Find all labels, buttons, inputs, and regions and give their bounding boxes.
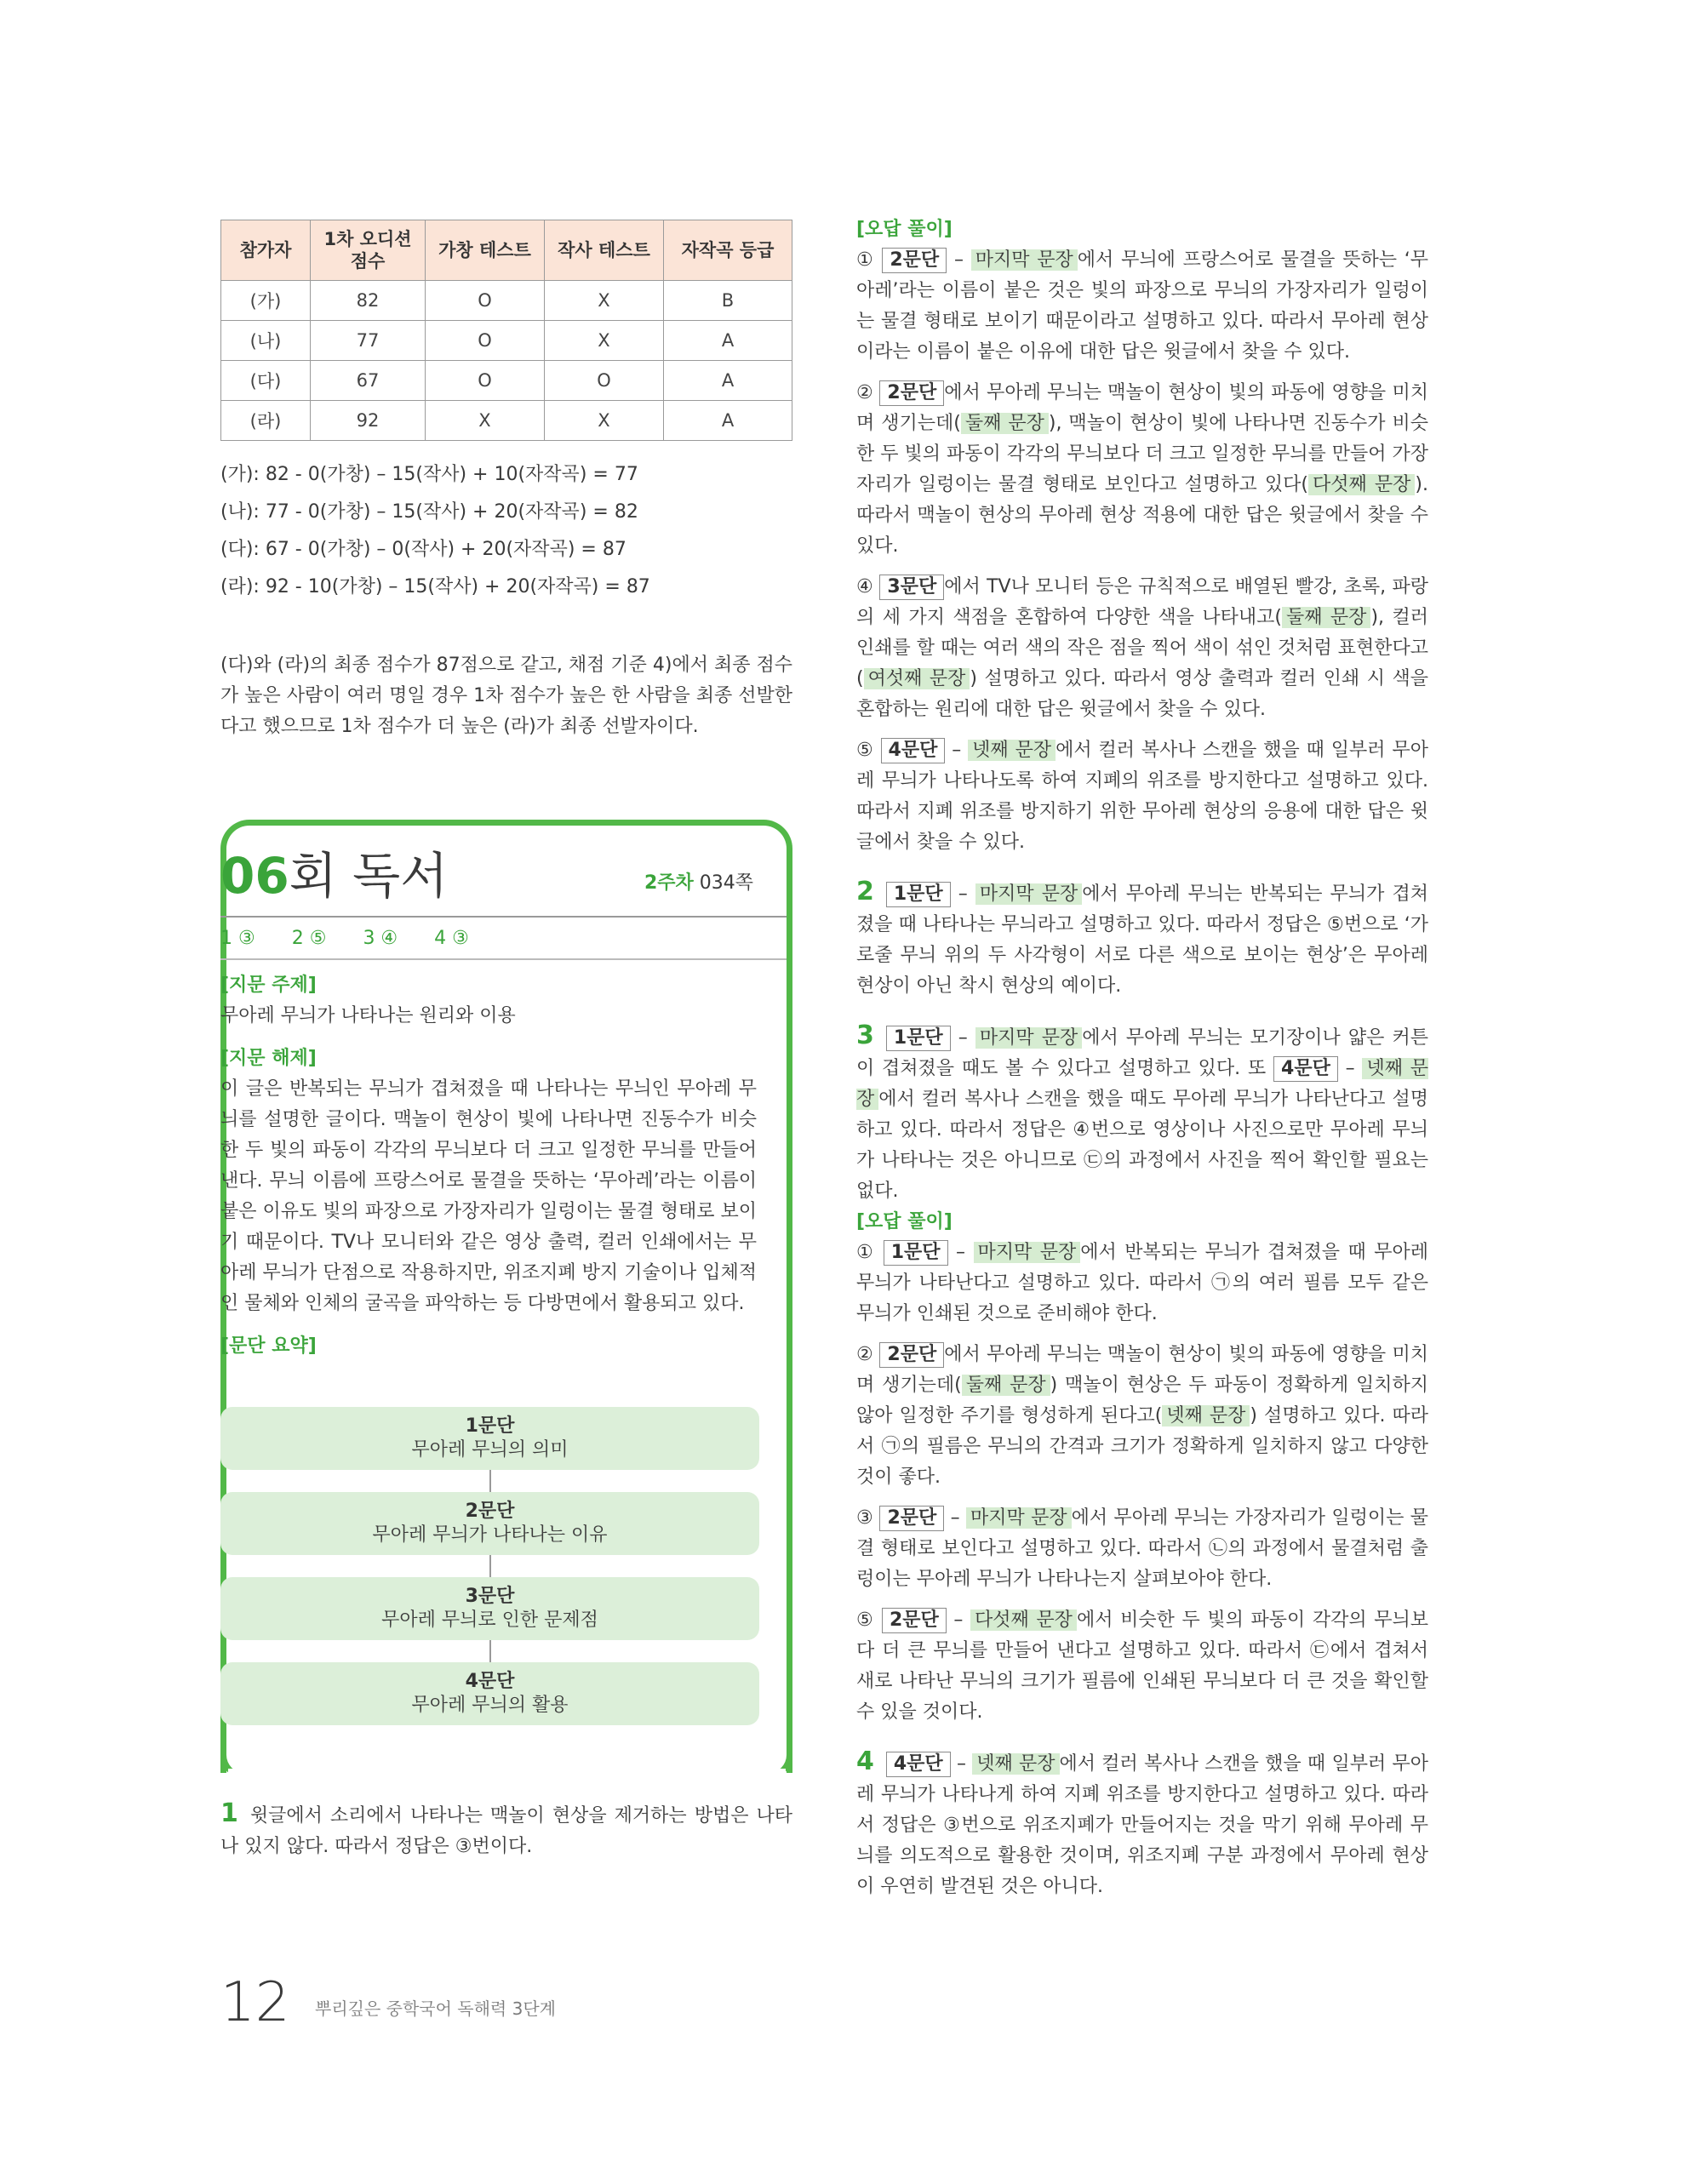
sentence-highlight: 마지막 문장 xyxy=(966,1507,1072,1529)
score-table xyxy=(220,220,792,441)
sentence-highlight: 마지막 문장 xyxy=(975,1027,1082,1049)
paragraph-tag: 4문단 xyxy=(886,1752,951,1777)
divider xyxy=(220,958,787,960)
wrong-answer-item: ⑤ 2문단 – 다섯째 문장 에서 비슷한 두 빛의 파동이 각각의 무늬보다 더 큰 무늬를 만들어 낸다고 설명하고 있다. 따라서 ㉢에서 겹쳐서 새로 나타난 무늬의 크기가 필름에 인쇄된 무늬보다 더 큰 것을 확인할 수 있을 것이다. xyxy=(856,1609,1428,1723)
table-header: 가창 테스트 xyxy=(426,220,545,281)
page-number: 12 xyxy=(220,1971,290,2034)
lesson-title xyxy=(220,846,448,906)
question-number: 3 xyxy=(856,1021,874,1050)
table-cell: O xyxy=(426,321,545,361)
lesson-header xyxy=(220,846,792,914)
table-cell: X xyxy=(545,321,664,361)
sentence-highlight: 마지막 문장 xyxy=(971,249,1078,271)
paragraph-tag: 2문단 xyxy=(879,1342,944,1368)
formula-line: (나): 77 - 0(가창) – 15(작사) + 20(자작곡) = 82 xyxy=(220,501,638,523)
paragraph-tag: 1문단 xyxy=(886,882,951,907)
summary-card-text: 무아레 무늬의 의미 xyxy=(411,1439,569,1461)
answer-item: 4 ③ xyxy=(434,928,469,949)
paragraph-tag: 2문단 xyxy=(879,380,944,406)
wrong-answer-label: [오답 풀이] xyxy=(856,219,953,240)
table-cell: X xyxy=(545,281,664,321)
sentence-highlight: 여섯째 문장 xyxy=(864,668,970,689)
question-4-explanation: 4 4문단 – 넷째 문장 에서 컬러 복사나 스캔을 했을 때 일부러 무아레 무늬가 나타나게 하여 지폐 위조를 방지한다고 설명하고 있다. 따라서 정답은 ③번으로 위조지폐가 만들어지는 것을 막기 위해 무아레 무늬를 의도적으로 활용한 것이며, 위조지폐 구분 과정에서 무아레 현상이 우연히 발견된 것은 아니다. xyxy=(856,1747,1428,1897)
sentence-highlight: 넷째 문장 xyxy=(856,1058,1429,1110)
question-1-explanation xyxy=(220,1798,792,1862)
formula-line: (라): 92 - 10(가창) – 15(작사) + 20(자작곡) = 87 xyxy=(220,576,650,597)
wrong-answer-item: ② 2문단 에서 무아레 무늬는 맥놀이 현상이 빛의 파동에 영향을 미치며 생기는데( 둘째 문장 ), 맥놀이 현상이 빛에 나타나면 진동수가 비슷한 두 빛의 파동이 각각의 무늬보다 더 크고 일정한 무늬를 만들어 가장자리가 일렁이는 물결 형태로 보인다고 설명하고 있다( 다섯째 문장 ). 따라서 맥놀이 현상의 무아레 현상 적용에 대한 답은 윗글에서 찾을 수 있다. xyxy=(856,382,1428,557)
summary-card-title: 1문단 xyxy=(465,1415,515,1437)
paragraph-summary xyxy=(220,1407,759,1725)
explain-label: [지문 해제] xyxy=(220,1048,317,1069)
table-row xyxy=(221,361,792,401)
lesson-subject: 회 독서 xyxy=(289,847,449,905)
table-row xyxy=(221,281,792,321)
sentence-highlight: 다섯째 문장 xyxy=(970,1609,1077,1631)
table-row xyxy=(221,321,792,361)
paragraph-tag: 4문단 xyxy=(1273,1056,1338,1082)
table-cell: 82 xyxy=(311,281,426,321)
table-cell: O xyxy=(426,361,545,401)
wrong-answer-item: ① 2문단 – 마지막 문장 에서 무늬에 프랑스어로 물결을 뜻하는 ‘무아레’라는 이름이 붙은 것은 빛의 파장으로 무늬의 가장자리가 일렁이는 물결 형태로 보이기 때문이라고 설명하고 있다. 따라서 무아레 현상이라는 이름이 붙은 이유에 대한 답은 윗글에서 찾을 수 있다. xyxy=(856,249,1429,363)
left-column xyxy=(220,220,792,742)
summary-card-text: 무아레 무늬로 인한 문제점 xyxy=(381,1609,598,1631)
question-number: 4 xyxy=(856,1747,874,1776)
table-header: 1차 오디션 점수 xyxy=(311,220,426,281)
summary-card-title: 4문단 xyxy=(465,1671,515,1692)
wrong-answer-item: ⑤ 4문단 – 넷째 문장 에서 컬러 복사나 스캔을 했을 때 일부러 무아레 무늬가 나타나도록 하여 지폐의 위조를 방지한다고 설명하고 있다. 따라서 지폐 위조를 방지하기 위한 무아레 현상의 응용에 대한 답은 윗글에서 찾을 수 있다. xyxy=(856,740,1428,853)
formula-line: (가): 82 - 0(가창) – 15(작사) + 10(자작곡) = 77 xyxy=(220,464,638,485)
sentence-highlight: 둘째 문장 xyxy=(1282,607,1370,628)
question-number: 2 xyxy=(856,877,874,906)
wrong-answer-item: ③ 2문단 – 마지막 문장 에서 무아레 무늬는 가장자리가 일렁이는 물결 형태로 보인다고 설명하고 있다. 따라서 ㉡의 과정에서 물결처럼 출렁이는 무아레 무늬가 나타나는지 살펴보아야 한다. xyxy=(856,1507,1428,1590)
summary-card xyxy=(220,1577,759,1640)
table-cell: B xyxy=(664,281,792,321)
question-3-explanation: 3 1문단 – 마지막 문장 에서 무아레 무늬는 모기장이나 얇은 커튼이 겹쳐졌을 때도 볼 수 있다고 설명하고 있다. 또 4문단 – 넷째 문장 에서 컬러 복사나 스캔을 했을 때도 무아레 무늬가 나타난다고 설명하고 있다. 따라서 정답은 ④번으로 영상이나 사진으로만 무아레 무늬가 나타나는 것은 아니므로 ㉢의 과정에서 사진을 찍어 확인할 필요는 없다. xyxy=(856,1021,1429,1202)
summary-card-title: 2문단 xyxy=(465,1501,515,1522)
table-cell: O xyxy=(545,361,664,401)
right-column xyxy=(856,214,1428,1902)
conclusion-text: (다)와 (라)의 최종 점수가 87점으로 같고, 채점 기준 4)에서 최종 점수가 높은 사람이 여러 명일 경우 1차 점수가 높은 한 사람을 최종 선발한다고 했으므로 1차 점수가 더 높은 (라)가 최종 선발자이다. xyxy=(220,655,792,737)
summary-card-title: 3문단 xyxy=(465,1586,515,1607)
sentence-highlight: 둘째 문장 xyxy=(962,1375,1050,1396)
table-cell: A xyxy=(664,401,792,441)
table-row xyxy=(221,401,792,441)
table-cell: A xyxy=(664,361,792,401)
explain-text: 이 글은 반복되는 무늬가 겹쳐졌을 때 나타나는 무늬인 무아레 무늬를 설명한 글이다. 맥놀이 현상이 빛에 나타나면 진동수가 비슷한 두 빛의 파동이 각각의 무늬보다 더 크고 일정한 무늬를 만들어낸다. 무늬 이름에 프랑스어로 물결을 뜻하는 ‘무아레’라는 이름이 붙은 이유도 빛의 파장으로 가장자리가 일렁이는 물결 형태로 보이기 때문이다. TV나 모니터와 같은 영상 출력, 컬러 인쇄에서는 무아레 무늬가 단점으로 작용하지만, 위조지폐 방지 기술이나 입체적인 물체와 인체의 굴곡을 파악하는 등 다방면에서 활용되고 있다. xyxy=(220,1078,757,1314)
table-cell: X xyxy=(545,401,664,441)
paragraph-tag: 1문단 xyxy=(886,1026,951,1051)
paragraph-tag: 1문단 xyxy=(884,1240,948,1266)
divider xyxy=(220,916,787,918)
question-text: 윗글에서 소리에서 나타나는 맥놀이 현상을 제거하는 방법은 나타나 있지 않다. 따라서 정답은 ③번이다. xyxy=(220,1805,792,1857)
table-cell: A xyxy=(664,321,792,361)
table-header: 참가자 xyxy=(221,220,311,281)
table-cell: (다) xyxy=(221,361,311,401)
table-cell: X xyxy=(426,401,545,441)
summary-card xyxy=(220,1492,759,1555)
formula-line: (다): 67 - 0(가창) – 0(작사) + 20(자작곡) = 87 xyxy=(220,539,626,560)
summary-card xyxy=(220,1407,759,1470)
sentence-highlight: 넷째 문장 xyxy=(968,740,1056,761)
summary-card-text: 무아레 무늬의 활용 xyxy=(411,1695,569,1716)
topic-label: [지문 주제] xyxy=(220,975,317,996)
paragraph-tag: 2문단 xyxy=(882,1608,947,1633)
sentence-highlight: 넷째 문장 xyxy=(1162,1405,1250,1426)
sentence-highlight: 마지막 문장 xyxy=(975,883,1082,905)
connector-line xyxy=(489,1640,491,1662)
summary-label: [문단 요약] xyxy=(220,1335,317,1357)
summary-card xyxy=(220,1662,759,1725)
lesson-box-frame-gap xyxy=(228,1769,786,1781)
wrong-answer-item: ① 1문단 – 마지막 문장 에서 반복되는 무늬가 겹쳐졌을 때 무아레 무늬가 나타난다고 설명하고 있다. 따라서 ㉠의 여러 필름 모두 같은 무늬가 인쇄된 것으로 준비해야 한다. xyxy=(856,1242,1428,1324)
table-cell: (라) xyxy=(221,401,311,441)
lesson-body xyxy=(220,970,757,1362)
table-cell: (나) xyxy=(221,321,311,361)
lesson-week xyxy=(644,868,753,895)
topic-text: 무아레 무늬가 나타나는 원리와 이용 xyxy=(220,1005,516,1026)
answer-key xyxy=(220,923,500,954)
answer-item: 3 ④ xyxy=(363,928,398,949)
wrong-answer-item: ② 2문단 에서 무아레 무늬는 맥놀이 현상이 빛의 파동에 영향을 미치며 생기는데( 둘째 문장 ) 맥놀이 현상은 두 파동이 정확하게 일치하지 않아 일정한 주기를 형성하게 된다고( 넷째 문장 ) 설명하고 있다. 따라서 ㉠의 필름은 무늬의 간격과 크기가 정확하게 일치하지 않고 다양한 것이 좋다. xyxy=(856,1344,1428,1488)
table-cell: 67 xyxy=(311,361,426,401)
table-cell: O xyxy=(426,281,545,321)
sentence-highlight: 둘째 문장 xyxy=(961,413,1049,434)
score-formulas xyxy=(220,456,792,606)
paragraph-tag: 4문단 xyxy=(881,738,946,763)
answer-item: 1 ③ xyxy=(220,928,255,949)
table-header: 작사 테스트 xyxy=(545,220,664,281)
table-cell: 77 xyxy=(311,321,426,361)
paragraph-tag: 2문단 xyxy=(882,248,947,273)
book-title: 뿌리깊은 중학국어 독해력 3단계 xyxy=(315,1998,556,2019)
paragraph-tag: 2문단 xyxy=(879,1506,944,1531)
wrong-answer-label: [오답 풀이] xyxy=(856,1211,953,1232)
lesson-number: 06 xyxy=(220,847,289,905)
connector-line xyxy=(489,1470,491,1492)
page-ref: 034쪽 xyxy=(699,872,753,894)
table-header: 자작곡 등급 xyxy=(664,220,792,281)
sentence-highlight: 마지막 문장 xyxy=(974,1242,1081,1263)
summary-card-text: 무아레 무늬가 나타나는 이유 xyxy=(372,1524,608,1546)
week-label: 2주차 xyxy=(644,872,694,894)
wrong-answer-item: ④ 3문단 에서 TV나 모니터 등은 규칙적으로 배열된 빨강, 초록, 파랑의 세 가지 색점을 혼합하여 다양한 색을 나타내고( 둘째 문장 ), 컬러 인쇄를 할 때는 여러 색의 작은 점을 찍어 색이 섞인 것처럼 표현한다고( 여섯째 문장 ) 설명하고 있다. 따라서 영상 출력과 컬러 인쇄 시 색을 혼합하는 원리에 대한 답은 윗글에서 찾을 수 있다. xyxy=(856,576,1428,720)
question-number: 1 xyxy=(220,1798,238,1828)
table-header-row xyxy=(221,220,792,281)
table-cell: (가) xyxy=(221,281,311,321)
sentence-highlight: 다섯째 문장 xyxy=(1308,474,1415,495)
paragraph-tag: 3문단 xyxy=(879,575,944,600)
question-2-explanation: 2 1문단 – 마지막 문장 에서 무아레 무늬는 반복되는 무늬가 겹쳐졌을 때 나타나는 무늬라고 설명하고 있다. 따라서 정답은 ⑤번으로 ‘가로줄 무늬 위의 두 사각형이 서로 다른 색으로 보이는 현상’은 무아레 현상이 아닌 착시 현상의 예이다. xyxy=(856,877,1428,997)
table-cell: 92 xyxy=(311,401,426,441)
connector-line xyxy=(489,1555,491,1577)
answer-item: 2 ⑤ xyxy=(291,928,327,949)
sentence-highlight: 넷째 문장 xyxy=(972,1753,1059,1775)
